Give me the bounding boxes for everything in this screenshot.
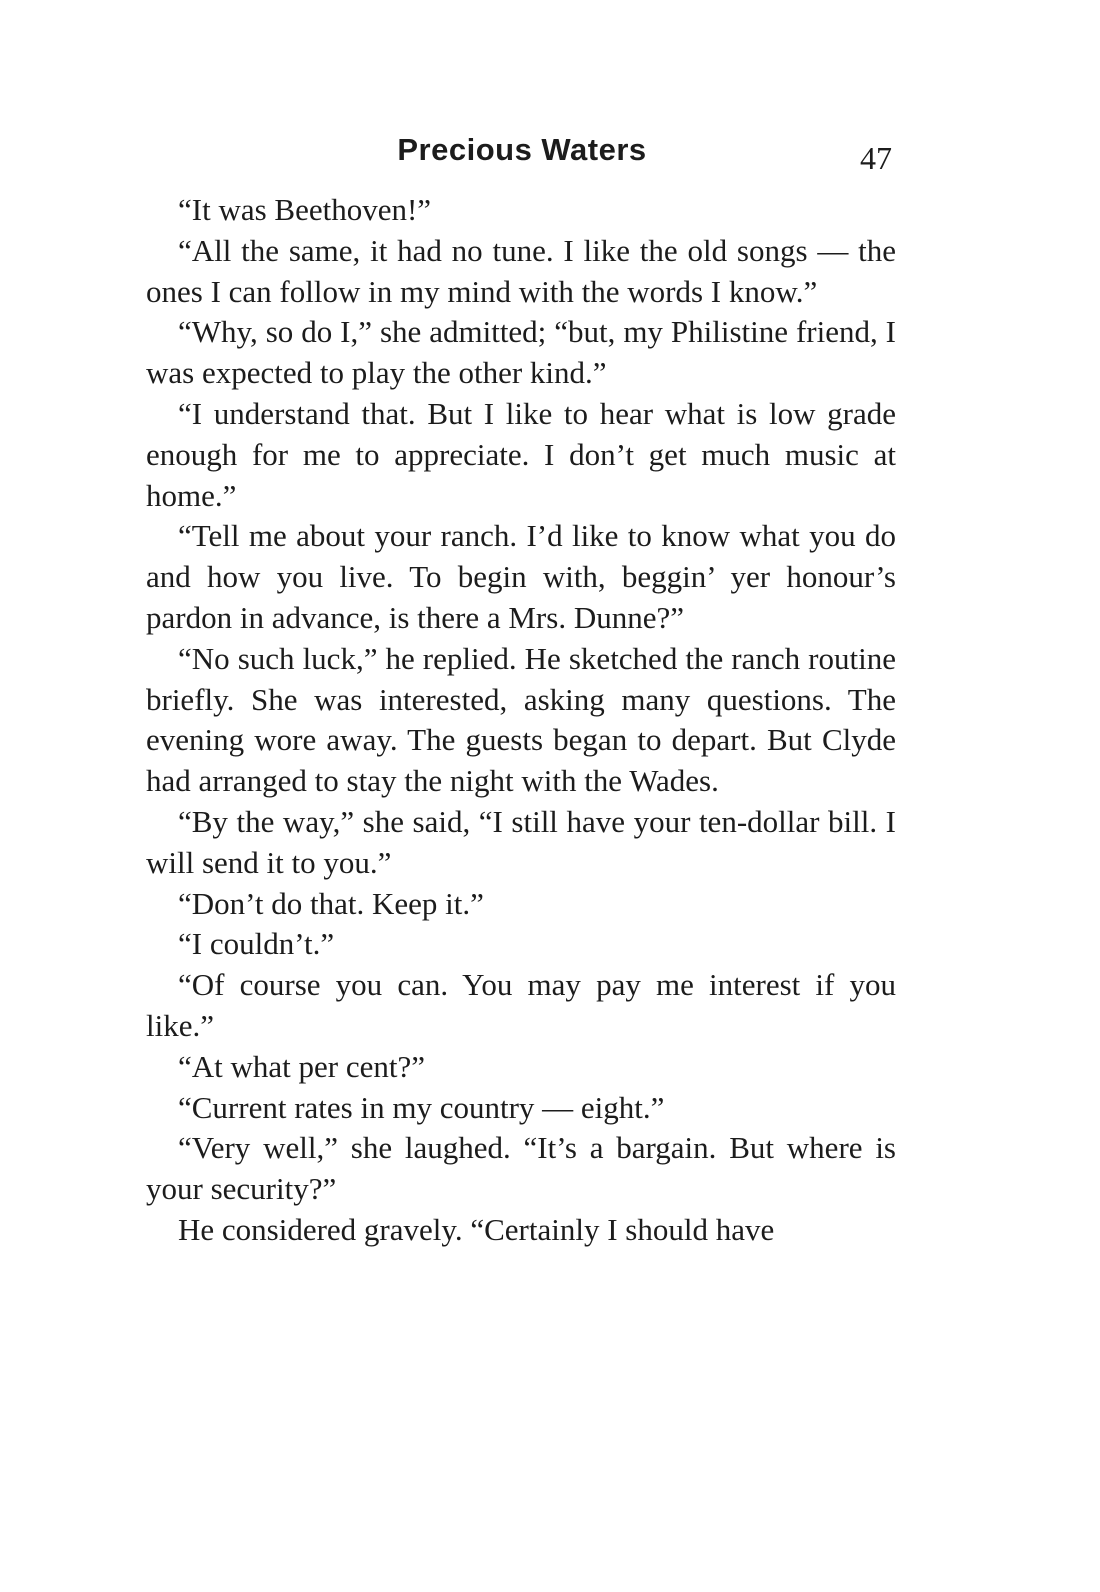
paragraph: “Tell me about your ranch. I’d like to know what you do and how you live. To begin with, beggin’ yer honour’s pardon in advance, is there a Mrs. Dunne?” bbox=[146, 518, 896, 635]
paragraph: “By the way,” she said, “I still have your ten-dollar bill. I will send it to you.” bbox=[146, 803, 896, 880]
paragraph: “I understand that. But I like to hear what is low grade enough for me to appreciate. I don’t get much music at home.” bbox=[146, 395, 896, 513]
page-number: 47 bbox=[860, 140, 892, 176]
paragraph: “Very well,” she laughed. “It’s a bargain. But where is your security?” bbox=[146, 1130, 896, 1207]
running-header bbox=[146, 132, 898, 180]
paragraph: “No such luck,” he replied. He sketched the ranch routine briefly. She was interested, asking many questions. The evening wore away. The guests began to depart. But Clyde had arranged to stay the night with the Wades. bbox=[146, 640, 896, 799]
paragraph: “It was Beethoven!” bbox=[178, 192, 432, 227]
paragraph: He considered gravely. “Certainly I should have bbox=[178, 1211, 775, 1247]
paragraph: “Current rates in my country — eight.” bbox=[178, 1089, 665, 1125]
paragraph: “All the same, it had no tune. I like the old songs — the ones I can follow in my mind with the words I know.” bbox=[146, 232, 896, 309]
paragraph: “I couldn’t.” bbox=[178, 926, 335, 962]
paragraph: “Why, so do I,” she admitted; “but, my Philistine friend, I was expected to play the other kind.” bbox=[146, 314, 896, 391]
chapter-title: Precious Waters bbox=[397, 132, 647, 167]
body-text bbox=[146, 190, 896, 1251]
paragraph: “At what per cent?” bbox=[178, 1048, 426, 1084]
paragraph: “Of course you can. You may pay me interest if you like.” bbox=[146, 967, 896, 1043]
paragraph: “Don’t do that. Keep it.” bbox=[178, 885, 484, 921]
